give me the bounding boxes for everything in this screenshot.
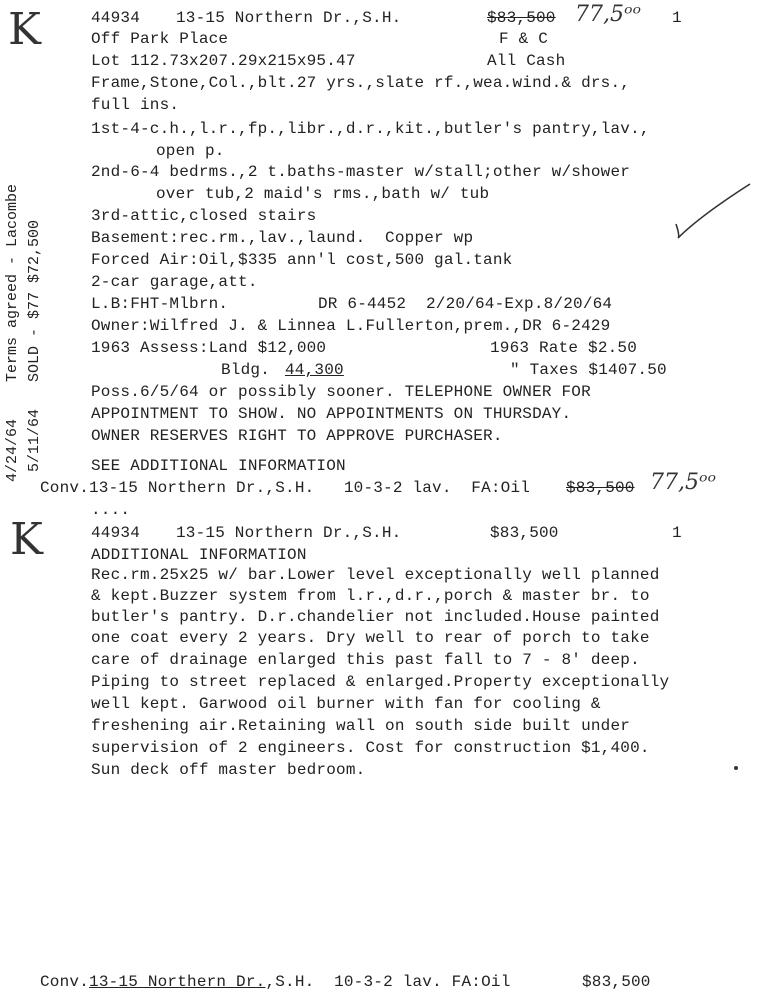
listing-number: 44934	[91, 9, 141, 27]
additional-info-line: Sun deck off master bedroom.	[91, 761, 366, 779]
additional-info-line: well kept. Garwood oil burner with fan for cooling &	[91, 695, 601, 713]
owner-line: Owner:Wilfred J. & Linnea L.Fullerton,prem.,DR 6-2429	[91, 317, 611, 335]
ink-dot	[734, 766, 738, 770]
listing-dates: 2/20/64-Exp.8/20/64	[426, 295, 613, 313]
footer-conv-prefix: Conv.	[40, 973, 90, 991]
second-floor-line-2: over tub,2 maid's rms.,bath w/ tub	[156, 185, 490, 203]
page-number-2: 1	[672, 524, 682, 542]
remarks-line-1: Poss.6/5/64 or possibly sooner. TELEPHONE OWNER FOR	[91, 383, 591, 401]
additional-info-line: care of drainage enlarged this past fall to 7 - 8' deep.	[91, 651, 640, 669]
terms: All Cash	[487, 52, 566, 70]
handwritten-k-mark-2: K	[10, 514, 43, 565]
conv-summary-line: Conv.13-15 Northern Dr.,S.H. 10-3-2 lav. FA:Oil	[40, 479, 531, 497]
taxes: " Taxes $1407.50	[510, 361, 667, 379]
footer-price: $83,500	[582, 973, 651, 991]
additional-info-line: freshening air.Retaining wall on south side built under	[91, 717, 631, 735]
tax-rate: 1963 Rate $2.50	[490, 339, 638, 357]
listing-address-2: 13-15 Northern Dr.,S.H.	[176, 524, 402, 542]
third-floor-line: 3rd-attic,closed stairs	[91, 207, 317, 225]
footer-conv-address: 13-15 Northern Dr.	[89, 973, 266, 991]
side-note-terms: Terms agreed - Lacombe	[4, 183, 21, 382]
see-additional-info: SEE ADDITIONAL INFORMATION	[91, 457, 346, 475]
second-floor-line: 2nd-6-4 bedrms.,2 t.baths-master w/stall;other w/shower	[91, 163, 631, 181]
listing-address: 13-15 Northern Dr.,S.H.	[176, 9, 402, 27]
additional-info-line: Piping to street replaced & enlarged.Property exceptionally	[91, 673, 670, 691]
remarks-line-2: APPOINTMENT TO SHOW. NO APPOINTMENTS ON THURSDAY.	[91, 405, 572, 423]
conv-revised-price-handwritten: 77,5ᵒᵒ	[650, 470, 716, 495]
broker-phone: DR 6-4452	[318, 295, 407, 313]
checkmark-icon	[670, 176, 760, 256]
garage-line: 2-car garage,att.	[91, 273, 258, 291]
conv-original-price: $83,500	[566, 479, 635, 497]
listing-price-2: $83,500	[490, 524, 559, 542]
additional-info-line: & kept.Buzzer system from l.r.,d.r.,porch & master br. to	[91, 587, 650, 605]
listing-number-2: 44934	[91, 524, 141, 542]
additional-info-line: butler's pantry. D.r.chandelier not included.House painted	[91, 608, 660, 626]
page-number: 1	[672, 9, 682, 27]
footer-conv-rest: ,S.H. 10-3-2 lav. FA:Oil	[265, 973, 511, 991]
basement-line: Basement:rec.rm.,lav.,laund. Copper wp	[91, 229, 474, 247]
assessment-bldg-label: Bldg.	[221, 361, 271, 379]
first-floor-line: 1st-4-c.h.,l.r.,fp.,libr.,d.r.,kit.,butler's pantry,lav.,	[91, 120, 650, 138]
construction-line-2: full ins.	[91, 96, 180, 114]
additional-info-line: Rec.rm.25x25 w/ bar.Lower level exceptionally well planned	[91, 566, 660, 584]
side-note-sold: SOLD - $77 $72,500	[26, 219, 43, 382]
lot-size: Lot 112.73x207.29x215x95.47	[91, 52, 356, 70]
assessment-land: 1963 Assess:Land $12,000	[91, 339, 327, 357]
original-price: $83,500	[487, 9, 556, 27]
location-line: Off Park Place	[91, 30, 229, 48]
financing-code: F & C	[499, 30, 549, 48]
handwritten-k-mark: K	[8, 4, 41, 55]
revised-price-handwritten: 77,5ᵒᵒ	[575, 2, 641, 27]
additional-info-line: one coat every 2 years. Dry well to rear of porch to take	[91, 629, 650, 647]
heating-line: Forced Air:Oil,$335 ann'l cost,500 gal.tank	[91, 251, 513, 269]
assessment-bldg-value: 44,300	[285, 361, 344, 379]
dots-separator: ....	[91, 501, 131, 519]
construction-line: Frame,Stone,Col.,blt.27 yrs.,slate rf.,wea.wind.& drs.,	[91, 74, 631, 92]
remarks-line-3: OWNER RESERVES RIGHT TO APPROVE PURCHASER.	[91, 427, 503, 445]
additional-info-line: supervision of 2 engineers. Cost for construction $1,400.	[91, 739, 650, 757]
footer-conv-line	[40, 972, 511, 992]
listing-broker: L.B:FHT-Mlbrn.	[91, 295, 229, 313]
side-date-1: 4/24/64	[4, 418, 21, 482]
side-date-2: 5/11/64	[26, 408, 43, 472]
first-floor-line-2: open p.	[156, 142, 225, 160]
additional-info-heading: ADDITIONAL INFORMATION	[91, 546, 307, 564]
